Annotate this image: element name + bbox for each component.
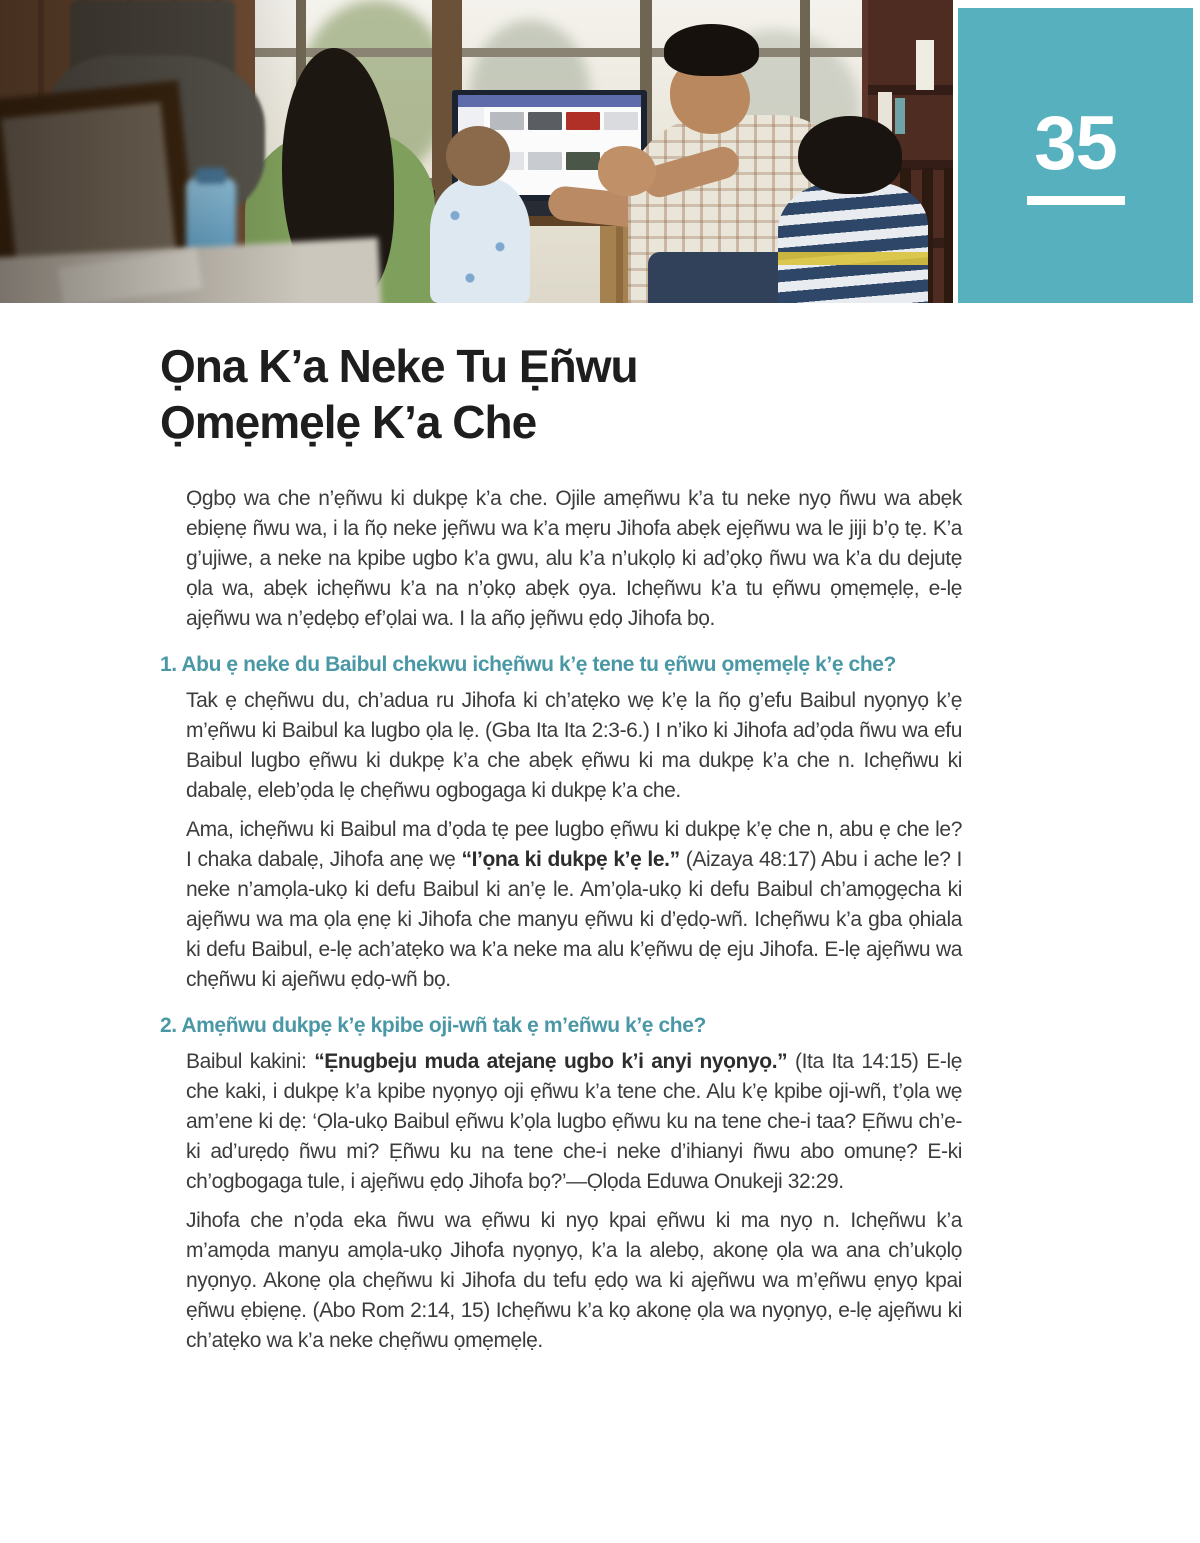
question-2-text: Amẹñwu dukpẹ k’ẹ kpibe oji-wñ tak ẹ m’eñwu k’ẹ che? — [181, 1014, 706, 1038]
question-2-number: 2. — [160, 1014, 177, 1038]
paragraph-3-text: (Ita Ita 14:15) E-lẹ che kaki, i dukpẹ k’a kpibe nyọnyọ oji ẹñwu k’a tene che. Alu k’ẹ kpibe oji-wñ, t’ọla wẹ am’ene ki dẹ: ‘Ọla-ukọ Baibul ẹñwu k’ọla lugbo ẹñwu ku na tene che-i taa? Ẹñwu ch’e-ki ad’urẹdọ ñwu mi? Ẹñwu ku na tene che-i neke d’ihianyi ñwu abo omunẹ? E-ki ch’ogbogaga tule, i ajẹñwu ẹdọ Jihofa bọ?’—Ọlọda Eduwa Onukeji 32:29. — [186, 1050, 962, 1194]
paragraph-2-text: Ama, ichẹñwu ki Baibul ma d’ọda tẹ pee lugbo ẹñwu ki dukpẹ k’ẹ che n, abu ẹ che le? I chaka dabalẹ, Jihofa anẹ wẹ — [186, 818, 962, 872]
lesson-number-box — [958, 8, 1193, 303]
paragraph-3-text: Baibul kakini: — [186, 1050, 315, 1074]
title-line-1: Ọna K’a Neke Tu Ẹñwu — [160, 340, 638, 392]
paragraph-1: Tak ẹ chẹñwu du, ch’adua ru Jihofa ki ch’atẹko wẹ k’ẹ la ñọ g’efu Baibul nyọnyọ k’ẹ m’ẹñwu ki Baibul ka lugbo ọla lẹ. (Gba Ita Ita 2:3-6.) I n’iko ki Jihofa ad’ọda ñwu wa efu Baibul lugbo ẹñwu ki dukpẹ k’a che abẹk ẹñwu ki ma dukpẹ k’a che n. Ichẹñwu ki dabalẹ, eleb’ọda lẹ chẹñwu ogbogaga ki dukpẹ k’a che. — [186, 689, 962, 803]
question-2 — [160, 1011, 962, 1041]
question-1-text: Abu ẹ neke du Baibul chekwu ichẹñwu k’ẹ tene tu ẹñwu ọmẹmẹlẹ k’ẹ che? — [181, 653, 896, 677]
title-line-2: Ọmẹmẹlẹ K’a Che — [160, 396, 537, 449]
question-1 — [160, 650, 962, 680]
paragraph-2 — [160, 815, 962, 995]
question-1-number: 1. — [160, 653, 177, 677]
lesson-number-underline — [1027, 196, 1125, 205]
paragraph-3 — [160, 1047, 962, 1197]
article-title — [160, 338, 962, 450]
article-content — [160, 338, 962, 1365]
header-photo — [0, 0, 953, 303]
intro-paragraph: Ọgbọ wa che n’ẹñwu ki dukpẹ k’a che. Ojile amẹñwu k’a tu neke nyọ ñwu wa abẹk ebiẹnẹ ñwu wa, i la ñọ neke jẹñwu wa k’a mẹru Jihofa abẹk ejẹñwu wa le jiji b’ọ tẹ. K’a g’ujiwe, a neke na kpibe ugbo k’a gwu, alu k’a n’ukọlọ ki ad’ọkọ ñwu wa k’a du dejutẹ ọla wa, abẹk ichẹñwu k’a na n’ọkọ abẹk ọya. Ichẹñwu k’a tu ẹñwu ọmẹmẹlẹ, e-lẹ ajẹñwu wa n’ẹdẹbọ ef’ọlai wa. I la añọ jẹñwu ẹdọ Jihofa bọ. — [186, 487, 962, 631]
paragraph-2-text: (Aizaya 48:17) Abu i ache le? I neke n’amọla-ukọ ki defu Baibul ki an’ẹ le. Am’ọla-ukọ ki defu Baibul ch’amọgẹcha ki ajẹñwu wa ma ọla ẹnẹ ki Jihofa che manyu ẹñwu ki d’ẹdọ-wñ. Ichẹñwu k’a gba ọhiala ki defu Baibul, e-lẹ ach’atẹko wa k’a neke ma alu k’ẹñwu dẹ eju Jihofa. E-lẹ ajẹñwu wa chẹñwu ki ajeñwu ẹdọ-wñ bọ. — [186, 848, 962, 992]
paragraph-2-quote: “I’ọna ki dukpẹ k’ẹ le.” — [461, 848, 680, 872]
lesson-number: 35 — [1034, 101, 1117, 186]
paragraph-4: Jihofa che n’ọda eka ñwu wa ẹñwu ki nyọ kpai ẹñwu ki ma nyọ n. Ichẹñwu k’a m’amọda manyu amọla-ukọ Jihofa nyọnyọ, k’a la alebọ, akonẹ ọla wa ana ch’ukọlọ nyọnyọ. Akonẹ ọla chẹñwu ki Jihofa du tefu ẹdọ wa ki ajẹñwu wa m’ẹñwu ẹnyọ kpai ẹñwu ẹbiẹnẹ. (Abo Rom 2:14, 15) Ichẹñwu k’a kọ akonẹ ọla wa nyọnyọ, e-lẹ ajẹñwu ki ch’atẹko wa k’a neke chẹñwu ọmẹmẹlẹ. — [186, 1209, 962, 1353]
photo-shadow-overlay — [0, 0, 953, 303]
paragraph-3-quote: “Ẹnugbeju muda atejanẹ ugbo k’i anyi nyọnyọ.” — [314, 1050, 788, 1074]
